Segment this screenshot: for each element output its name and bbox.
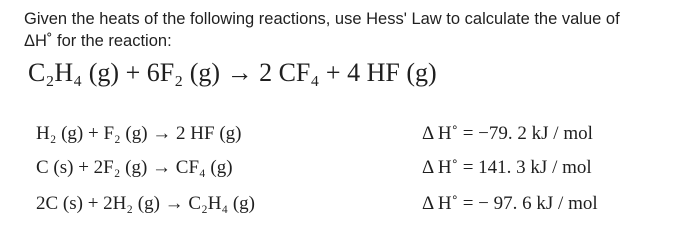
target-reaction: C₂H₄ (g) + 6F₂ (g) → 2 CF₄ + 4 HF (g) xyxy=(28,58,437,87)
given-reaction-2: C (s) + 2F₂ (g) → CF₄ (g) xyxy=(36,157,233,178)
given-reaction-3: 2C (s) + 2H₂ (g) → C₂H₄ (g) xyxy=(36,193,255,214)
given-reaction-1: H₂ (g) + F₂ (g) → 2 HF (g) xyxy=(36,123,242,144)
enthalpy-1: Δ H˚ = −79. 2 kJ / mol xyxy=(422,123,593,144)
question-text xyxy=(24,8,684,52)
enthalpy-3: Δ H˚ = − 97. 6 kJ / mol xyxy=(422,193,598,214)
enthalpy-2: Δ H˚ = 141. 3 kJ / mol xyxy=(422,157,592,178)
question-line-1: Given the heats of the following reactions, use Hess' Law to calculate the value of xyxy=(24,10,620,28)
question-line-2: ΔH˚ for the reaction: xyxy=(24,32,172,50)
